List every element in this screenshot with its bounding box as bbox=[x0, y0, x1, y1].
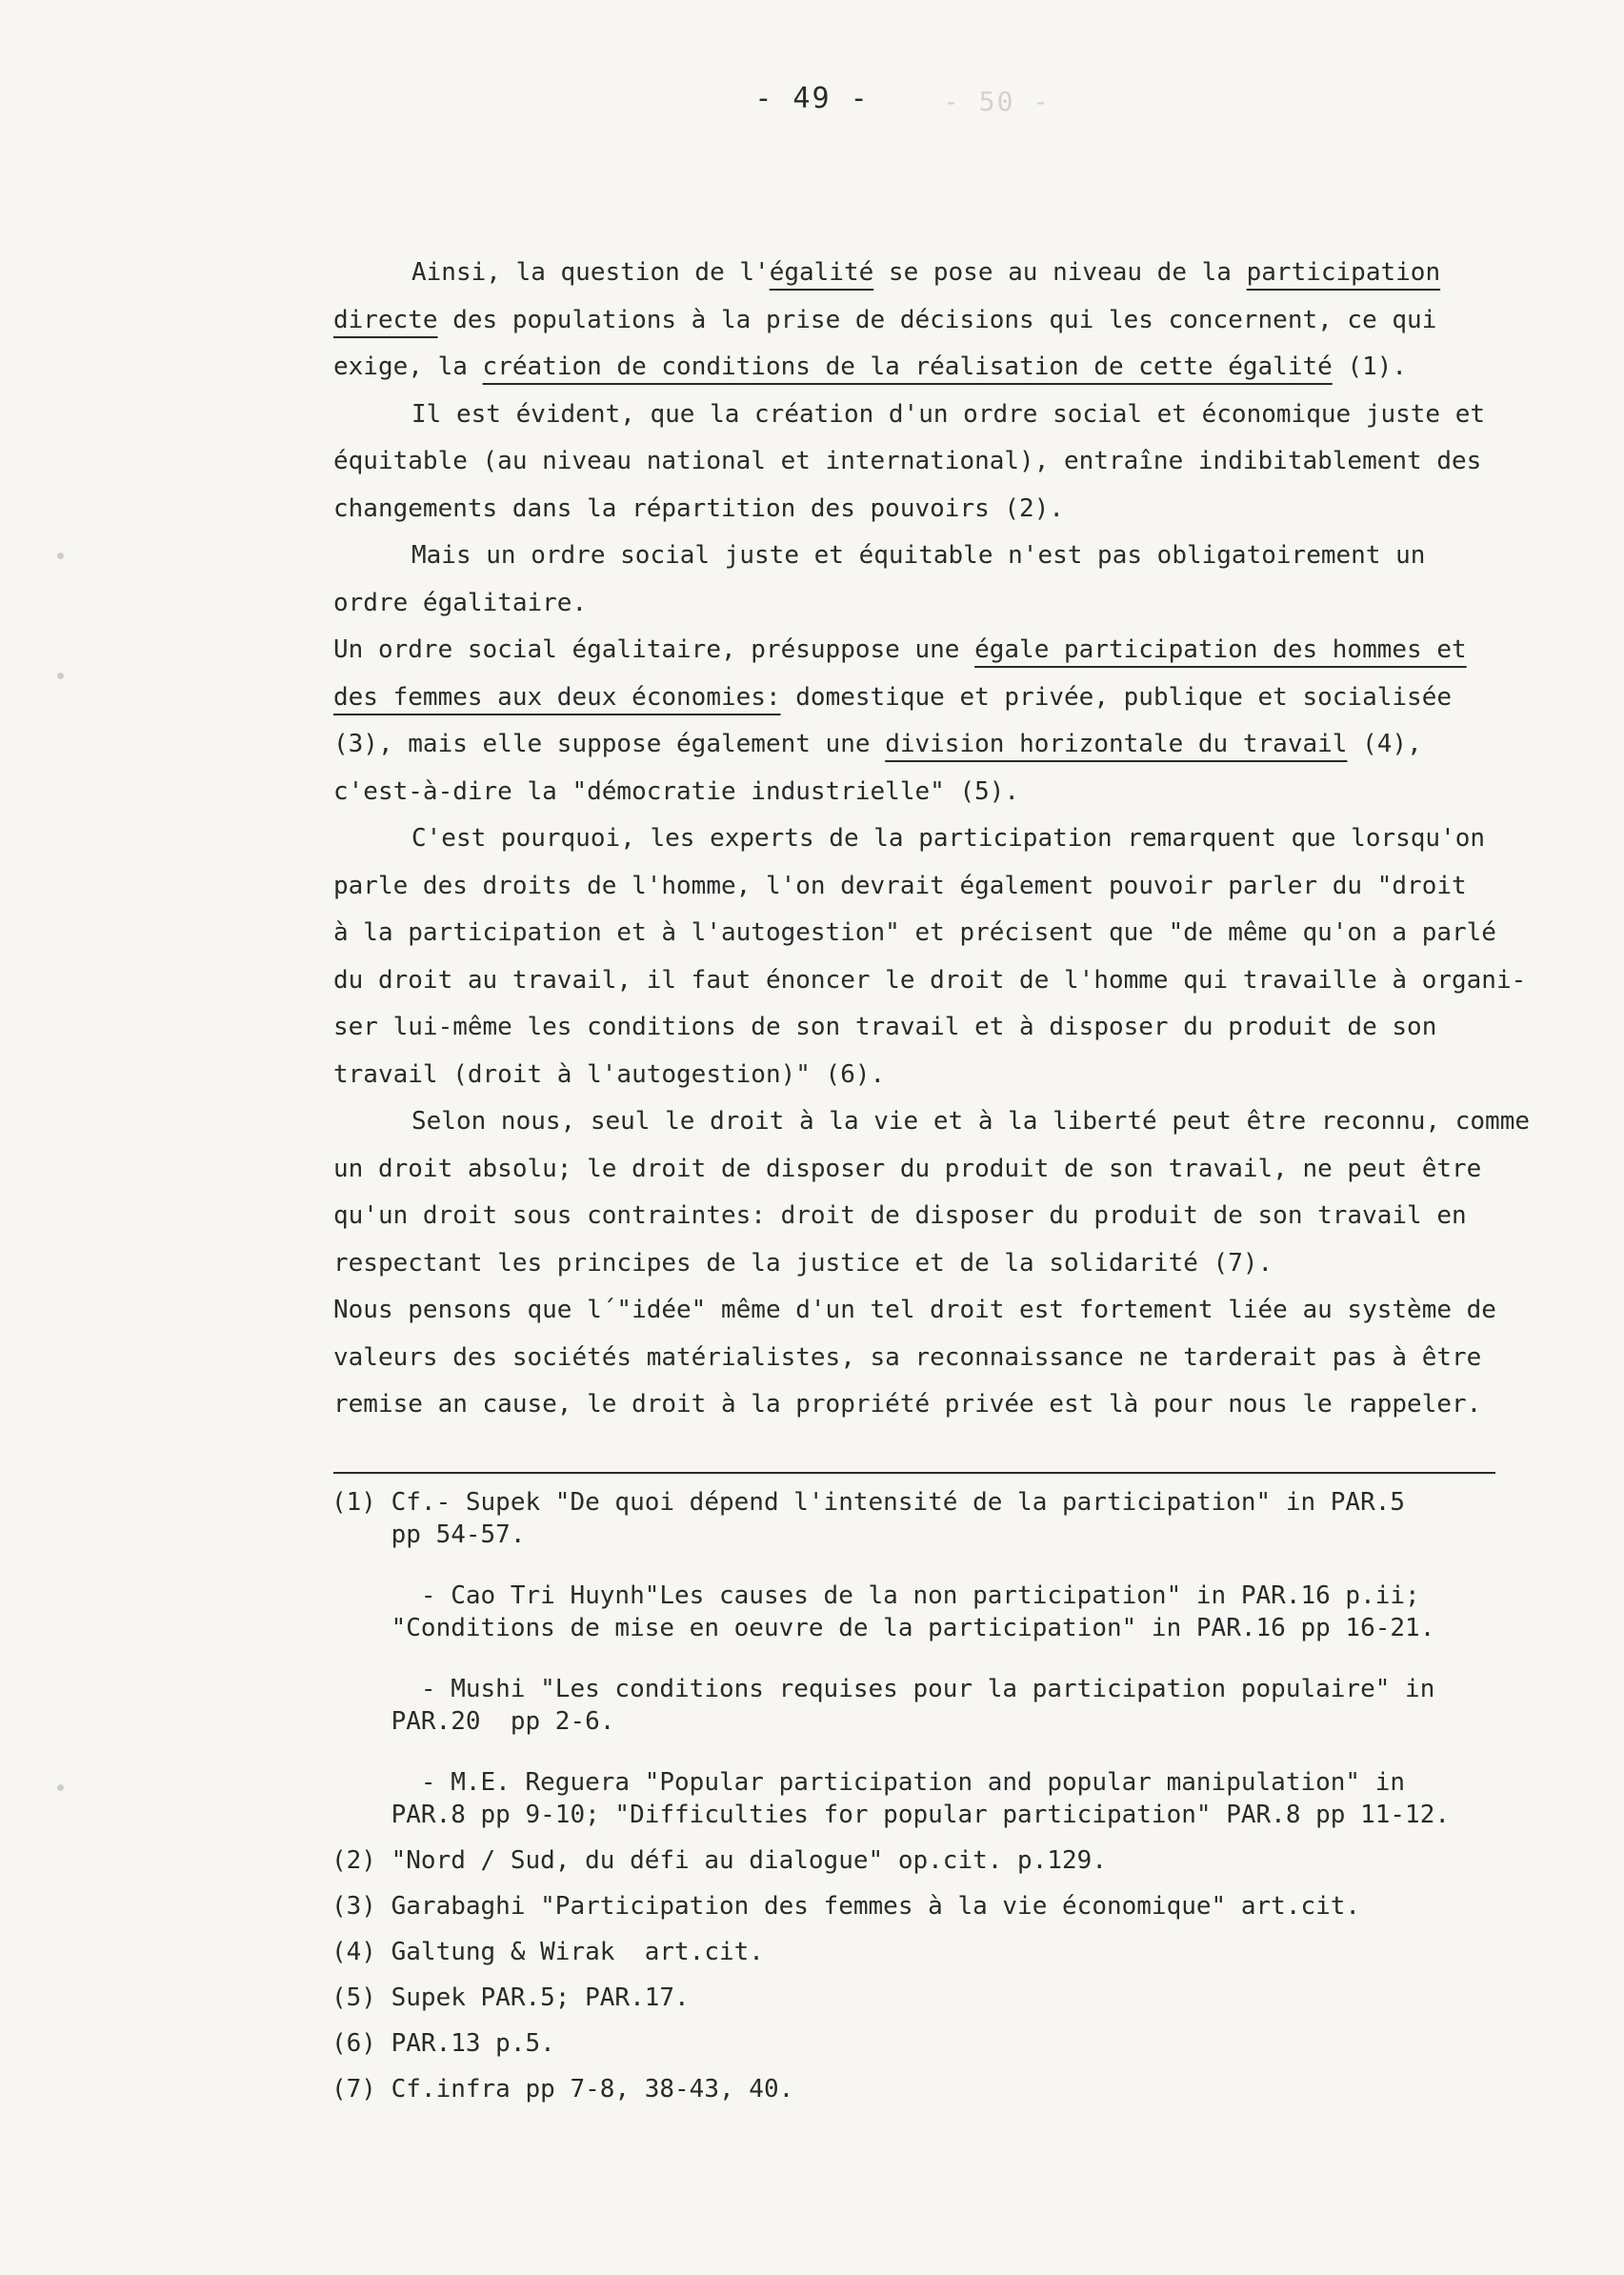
footnote-separator bbox=[333, 1472, 1495, 1474]
footnote-line: PAR.8 pp 9-10; "Difficulties for popular participation" PAR.8 pp 11-12. bbox=[331, 1801, 1450, 1829]
text-line: Nous pensons que l´"idée" même d'un tel droit est fortement liée au système de bbox=[333, 1296, 1496, 1324]
text-line: ordre égalitaire. bbox=[333, 588, 588, 617]
text-line: travail (droit à l'autogestion)" (6). bbox=[333, 1059, 886, 1089]
footnotes bbox=[331, 1486, 1589, 2105]
footnote-line: - M.E. Reguera "Popular participation and popular manipulation" in bbox=[331, 1768, 1406, 1797]
text-line: à la participation et à l'autogestion" et précisent que "de même qu'on a parlé bbox=[333, 918, 1496, 947]
text-line: Mais un ordre social juste et équitable n'est pas obligatoirement un bbox=[411, 541, 1426, 570]
text-line: Ainsi, la question de l'égalité se pose au niveau de la participation bbox=[411, 258, 1441, 287]
text-line: des femmes aux deux économies: domestique et privée, publique et socialisée bbox=[333, 682, 1453, 712]
text-line: respectant les principes de la justice et de la solidarité (7). bbox=[333, 1248, 1273, 1278]
footnote-line: (5) Supek PAR.5; PAR.17. bbox=[331, 1983, 690, 2012]
text-line: Il est évident, que la création d'un ordre social et économique juste et bbox=[411, 399, 1486, 429]
footnote-line: PAR.20 pp 2-6. bbox=[331, 1707, 615, 1736]
binder-hole-mark bbox=[57, 553, 64, 559]
footnote-line: (7) Cf.infra pp 7-8, 38-43, 40. bbox=[331, 2075, 794, 2104]
text-line: un droit absolu; le droit de disposer du produit de son travail, ne peut être bbox=[333, 1154, 1482, 1183]
text-line: valeurs des sociétés matérialistes, sa reconnaissance ne tarderait pas à être bbox=[333, 1342, 1482, 1372]
binder-hole-mark bbox=[57, 1784, 64, 1791]
text-line: directe des populations à la prise de décisions qui les concernent, ce qui bbox=[333, 305, 1437, 334]
text-line: c'est-à-dire la "démocratie industrielle" (5). bbox=[333, 776, 1020, 806]
text-line: du droit au travail, il faut énoncer le droit de l'homme qui travaille à organi- bbox=[333, 965, 1527, 995]
text-line: Selon nous, seul le droit à la vie et à la liberté peut être reconnu, comme bbox=[411, 1107, 1530, 1136]
footnote-line: "Conditions de mise en oeuvre de la participation" in PAR.16 pp 16-21. bbox=[331, 1614, 1435, 1642]
footnote-line: - Mushi "Les conditions requises pour la participation populaire" in bbox=[331, 1675, 1435, 1703]
bleed-through-page-number: - 50 - bbox=[943, 86, 1052, 117]
page-number: - 49 - bbox=[754, 82, 870, 115]
footnote-line: (6) PAR.13 p.5. bbox=[331, 2029, 555, 2058]
footnote-line: (2) "Nord / Sud, du défi au dialogue" op.cit. p.129. bbox=[331, 1846, 1107, 1875]
text-line: Un ordre social égalitaire, présuppose une égale participation des hommes et bbox=[333, 635, 1467, 664]
main-text bbox=[333, 250, 1591, 1429]
text-line: équitable (au niveau national et international), entraîne indibitablement des bbox=[333, 447, 1482, 475]
text-line: qu'un droit sous contraintes: droit de disposer du produit de son travail en bbox=[333, 1201, 1467, 1230]
footnote-line: pp 54-57. bbox=[331, 1520, 526, 1549]
text-line: (3), mais elle suppose également une division horizontale du travail (4), bbox=[333, 730, 1422, 758]
text-line: C'est pourquoi, les experts de la participation remarquent que lorsqu'on bbox=[411, 824, 1486, 853]
text-line: changements dans la répartition des pouvoirs (2). bbox=[333, 493, 1065, 523]
footnote-line: (1) Cf.- Supek "De quoi dépend l'intensité de la participation" in PAR.5 bbox=[331, 1488, 1406, 1517]
footnote-line: - Cao Tri Huynh"Les causes de la non participation" in PAR.16 p.ii; bbox=[331, 1581, 1420, 1610]
binder-hole-mark bbox=[57, 673, 64, 679]
text-line: remise an cause, le droit à la propriété privée est là pour nous le rappeler. bbox=[333, 1390, 1482, 1419]
text-line: exige, la création de conditions de la réalisation de cette égalité (1). bbox=[333, 352, 1408, 381]
footnote-line: (4) Galtung & Wirak art.cit. bbox=[331, 1938, 764, 1966]
text-line: ser lui-même les conditions de son travail et à disposer du produit de son bbox=[333, 1013, 1437, 1041]
footnote-line: (3) Garabaghi "Participation des femmes à la vie économique" art.cit. bbox=[331, 1892, 1361, 1921]
text-line: parle des droits de l'homme, l'on devrait également pouvoir parler du "droit bbox=[333, 871, 1467, 900]
